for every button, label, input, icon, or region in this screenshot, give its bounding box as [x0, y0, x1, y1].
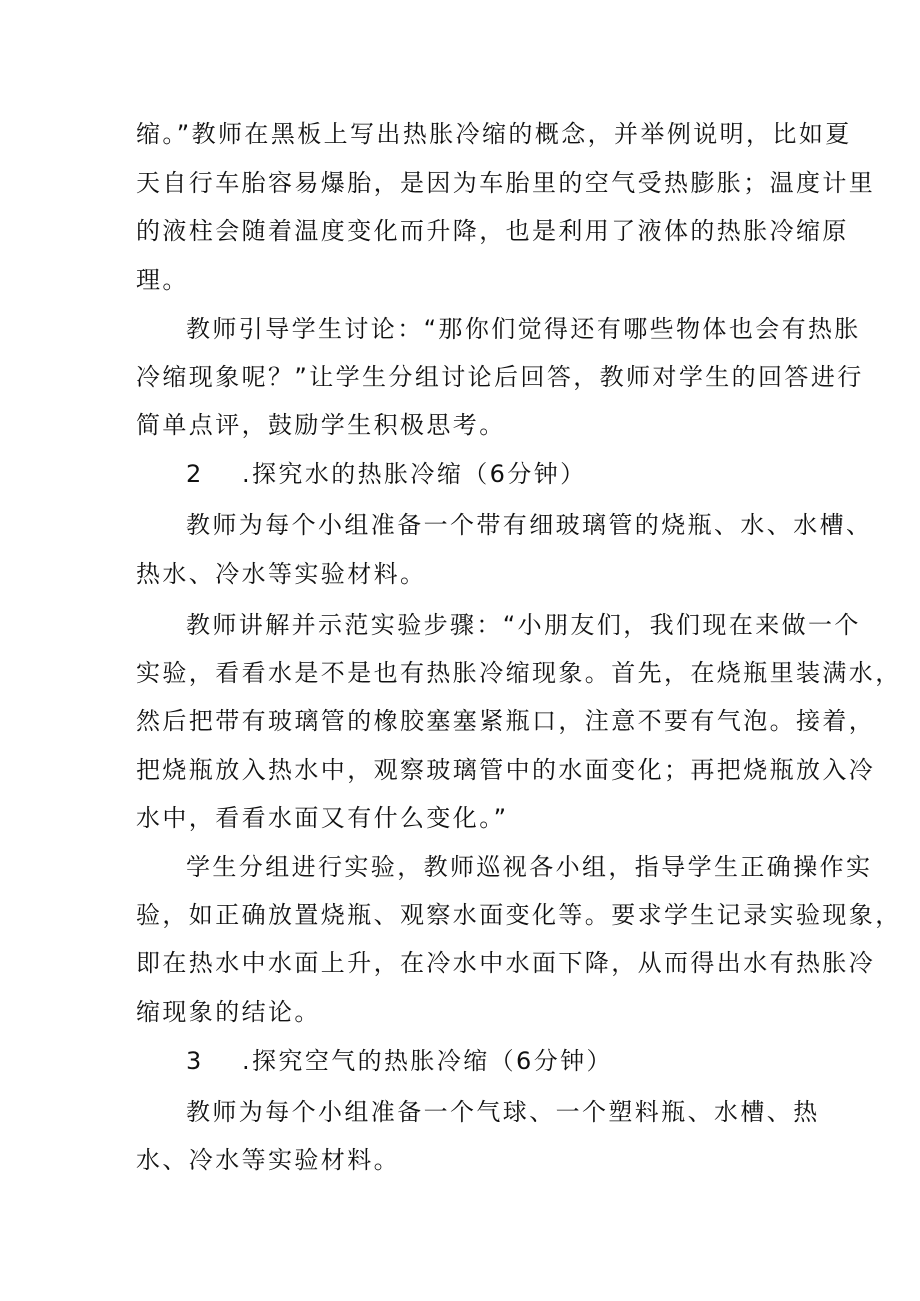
section-heading-2 [186, 459, 587, 489]
paragraph-5-line-3: 即在热水中水面上升，在冷水中水面下降，从而得出水有热胀冷 [136, 949, 876, 977]
paragraph-4-line-4: 把烧瓶放入热水中，观察玻璃管中的水面变化；再把烧瓶放入冷 [136, 756, 876, 784]
paragraph-1-line-4: 理。 [136, 266, 189, 294]
section-title: .探究水的热胀冷缩（6分钟） [242, 460, 587, 488]
paragraph-4-line-3: 然后把带有玻璃管的橡胶塞塞紧瓶口，注意不要有气泡。接着， [136, 707, 876, 735]
section-number: 3 [186, 1047, 204, 1075]
paragraph-6-line-1: 教师为每个小组准备一个气球、一个塑料瓶、水槽、热 [186, 1098, 820, 1126]
paragraph-4-line-5: 水中，看看水面又有什么变化。” [136, 804, 509, 832]
section-heading-3 [186, 1046, 613, 1076]
paragraph-1-line-2: 天自行车胎容易爆胎，是因为车胎里的空气受热膨胀；温度计里 [136, 169, 876, 197]
paragraph-2-line-3: 简单点评，鼓励学生积极思考。 [136, 411, 506, 439]
paragraph-3-line-2: 热水、冷水等实验材料。 [136, 560, 427, 588]
paragraph-4-line-1: 教师讲解并示范实验步骤：“小朋友们，我们现在来做一个 [186, 611, 861, 639]
paragraph-4-line-2: 实验，看看水是不是也有热胀冷缩现象。首先，在烧瓶里装满水， [136, 659, 902, 687]
paragraph-6-line-2: 水、冷水等实验材料。 [136, 1146, 400, 1174]
paragraph-5-line-1: 学生分组进行实验，教师巡视各小组，指导学生正确操作实 [186, 853, 873, 881]
section-number: 2 [186, 460, 204, 488]
paragraph-3-line-1: 教师为每个小组准备一个带有细玻璃管的烧瓶、水、水槽、 [186, 511, 873, 539]
paragraph-1-line-1: 缩。”教师在黑板上写出热胀冷缩的概念，并举例说明，比如夏 [136, 120, 852, 148]
section-title: .探究空气的热胀冷缩（6分钟） [242, 1047, 613, 1075]
paragraph-2-line-2: 冷缩现象呢？”让学生分组讨论后回答，教师对学生的回答进行 [136, 363, 864, 391]
paragraph-5-line-2: 验，如正确放置烧瓶、观察水面变化等。要求学生记录实验现象， [136, 901, 902, 929]
paragraph-2-line-1: 教师引导学生讨论：“那你们觉得还有哪些物体也会有热胀 [186, 315, 861, 343]
paragraph-1-line-3: 的液柱会随着温度变化而升降，也是利用了液体的热胀冷缩原 [136, 217, 849, 245]
paragraph-5-line-4: 缩现象的结论。 [136, 998, 321, 1026]
